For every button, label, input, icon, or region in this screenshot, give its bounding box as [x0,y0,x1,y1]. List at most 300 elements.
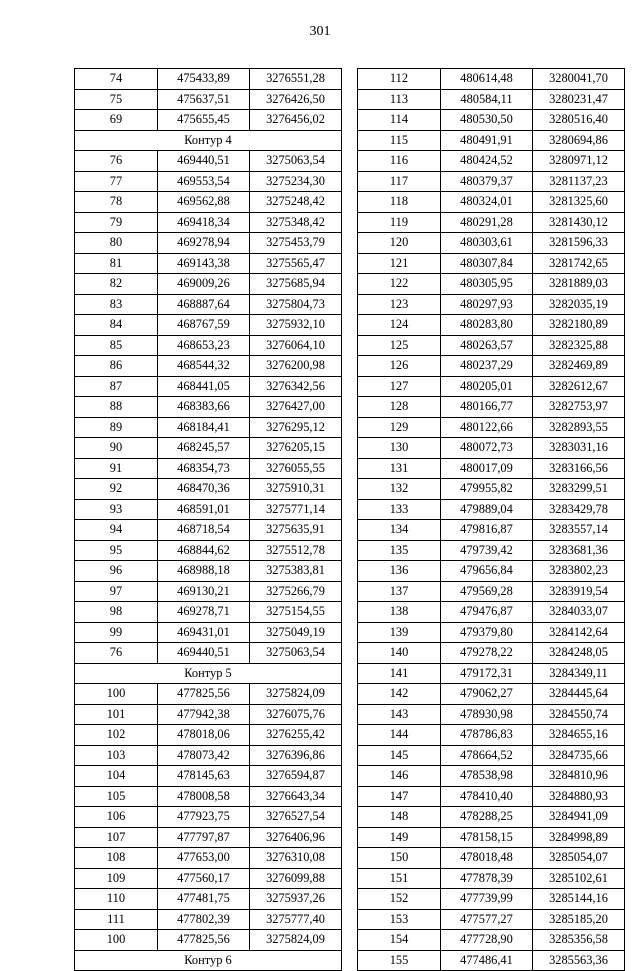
y-coordinate-cell: 3275512,78 [250,540,342,561]
x-coordinate-cell: 469440,51 [158,643,250,664]
point-number-cell: 131 [358,458,441,479]
point-number-cell: 151 [358,868,441,889]
x-coordinate-cell: 475433,89 [158,69,250,90]
table-row [75,274,342,295]
point-number-cell: 74 [75,69,158,90]
table-row [75,192,342,213]
table-row [358,89,625,110]
y-coordinate-cell: 3285563,36 [533,950,625,971]
table-row [75,827,342,848]
x-coordinate-cell: 469130,21 [158,581,250,602]
table-row [75,499,342,520]
y-coordinate-cell: 3275266,79 [250,581,342,602]
x-coordinate-cell: 477825,56 [158,684,250,705]
contour-header-row [75,130,342,151]
x-coordinate-cell: 478930,98 [441,704,533,725]
point-number-cell: 154 [358,930,441,951]
table-row [358,766,625,787]
x-coordinate-cell: 478538,98 [441,766,533,787]
point-number-cell: 100 [75,684,158,705]
y-coordinate-cell: 3285185,20 [533,909,625,930]
table-row [358,397,625,418]
point-number-cell: 101 [75,704,158,725]
point-number-cell: 109 [75,868,158,889]
x-coordinate-cell: 480303,61 [441,233,533,254]
table-row [75,807,342,828]
point-number-cell: 134 [358,520,441,541]
table-row [358,356,625,377]
point-number-cell: 119 [358,212,441,233]
x-coordinate-cell: 477825,56 [158,930,250,951]
table-row [75,561,342,582]
point-number-cell: 99 [75,622,158,643]
x-coordinate-cell: 477728,90 [441,930,533,951]
x-coordinate-cell: 477739,99 [441,889,533,910]
table-row [75,643,342,664]
x-coordinate-cell: 478018,48 [441,848,533,869]
y-coordinate-cell: 3275234,30 [250,171,342,192]
table-row [358,458,625,479]
x-coordinate-cell: 468184,41 [158,417,250,438]
table-row [75,868,342,889]
coordinates-table-left [74,68,342,971]
point-number-cell: 105 [75,786,158,807]
table-row [358,643,625,664]
table-row [358,807,625,828]
y-coordinate-cell: 3275049,19 [250,622,342,643]
table-row [75,397,342,418]
y-coordinate-cell: 3281325,60 [533,192,625,213]
point-number-cell: 90 [75,438,158,459]
table-row [75,622,342,643]
y-coordinate-cell: 3275635,91 [250,520,342,541]
y-coordinate-cell: 3281889,03 [533,274,625,295]
point-number-cell: 130 [358,438,441,459]
x-coordinate-cell: 480237,29 [441,356,533,377]
y-coordinate-cell: 3276075,76 [250,704,342,725]
x-coordinate-cell: 469418,34 [158,212,250,233]
x-coordinate-cell: 479569,28 [441,581,533,602]
y-coordinate-cell: 3276427,00 [250,397,342,418]
table-row [75,335,342,356]
table-row [358,909,625,930]
y-coordinate-cell: 3282753,97 [533,397,625,418]
x-coordinate-cell: 468767,59 [158,315,250,336]
table-row [75,725,342,746]
x-coordinate-cell: 469562,88 [158,192,250,213]
table-row [358,725,625,746]
table-row [75,294,342,315]
point-number-cell: 122 [358,274,441,295]
table-row [75,520,342,541]
x-coordinate-cell: 468470,36 [158,479,250,500]
y-coordinate-cell: 3280971,12 [533,151,625,172]
x-coordinate-cell: 479739,42 [441,540,533,561]
y-coordinate-cell: 3282612,67 [533,376,625,397]
y-coordinate-cell: 3275771,14 [250,499,342,520]
point-number-cell: 96 [75,561,158,582]
table-row [358,376,625,397]
point-number-cell: 113 [358,89,441,110]
point-number-cell: 76 [75,151,158,172]
point-number-cell: 94 [75,520,158,541]
x-coordinate-cell: 480263,57 [441,335,533,356]
table-row [358,192,625,213]
point-number-cell: 76 [75,643,158,664]
table-row [358,745,625,766]
x-coordinate-cell: 480324,01 [441,192,533,213]
y-coordinate-cell: 3275932,10 [250,315,342,336]
table-row [358,253,625,274]
point-number-cell: 97 [75,581,158,602]
y-coordinate-cell: 3284735,66 [533,745,625,766]
x-coordinate-cell: 478288,25 [441,807,533,828]
y-coordinate-cell: 3276406,96 [250,827,342,848]
y-coordinate-cell: 3284349,11 [533,663,625,684]
table-row [358,294,625,315]
table-row [358,602,625,623]
table-row [358,868,625,889]
table-row [75,89,342,110]
x-coordinate-cell: 477577,27 [441,909,533,930]
y-coordinate-cell: 3284998,89 [533,827,625,848]
x-coordinate-cell: 480072,73 [441,438,533,459]
y-coordinate-cell: 3275685,94 [250,274,342,295]
x-coordinate-cell: 478145,63 [158,766,250,787]
point-number-cell: 149 [358,827,441,848]
table-row [75,581,342,602]
point-number-cell: 140 [358,643,441,664]
y-coordinate-cell: 3275248,42 [250,192,342,213]
y-coordinate-cell: 3283299,51 [533,479,625,500]
table-row [358,417,625,438]
x-coordinate-cell: 480614,48 [441,69,533,90]
x-coordinate-cell: 468988,18 [158,561,250,582]
point-number-cell: 155 [358,950,441,971]
y-coordinate-cell: 3275154,55 [250,602,342,623]
x-coordinate-cell: 475637,51 [158,89,250,110]
x-coordinate-cell: 480122,66 [441,417,533,438]
point-number-cell: 92 [75,479,158,500]
table-row [75,69,342,90]
y-coordinate-cell: 3284142,64 [533,622,625,643]
y-coordinate-cell: 3284248,05 [533,643,625,664]
table-row [75,930,342,951]
x-coordinate-cell: 468354,73 [158,458,250,479]
x-coordinate-cell: 478018,06 [158,725,250,746]
table-row [75,479,342,500]
point-number-cell: 82 [75,274,158,295]
x-coordinate-cell: 469278,94 [158,233,250,254]
y-coordinate-cell: 3284880,93 [533,786,625,807]
table-row [75,602,342,623]
point-number-cell: 132 [358,479,441,500]
point-number-cell: 125 [358,335,441,356]
point-number-cell: 91 [75,458,158,479]
point-number-cell: 107 [75,827,158,848]
table-row [358,581,625,602]
point-number-cell: 129 [358,417,441,438]
x-coordinate-cell: 478008,58 [158,786,250,807]
point-number-cell: 117 [358,171,441,192]
table-row [358,212,625,233]
x-coordinate-cell: 469278,71 [158,602,250,623]
x-coordinate-cell: 479379,80 [441,622,533,643]
point-number-cell: 142 [358,684,441,705]
point-number-cell: 128 [358,397,441,418]
y-coordinate-cell: 3283031,16 [533,438,625,459]
x-coordinate-cell: 477560,17 [158,868,250,889]
y-coordinate-cell: 3282469,89 [533,356,625,377]
x-coordinate-cell: 479278,22 [441,643,533,664]
point-number-cell: 102 [75,725,158,746]
x-coordinate-cell: 468718,54 [158,520,250,541]
x-coordinate-cell: 480584,11 [441,89,533,110]
y-coordinate-cell: 3281742,65 [533,253,625,274]
y-coordinate-cell: 3282180,89 [533,315,625,336]
table-row [358,889,625,910]
y-coordinate-cell: 3281430,12 [533,212,625,233]
y-coordinate-cell: 3281596,33 [533,233,625,254]
table-row [358,130,625,151]
table-row [358,274,625,295]
y-coordinate-cell: 3280041,70 [533,69,625,90]
table-row [358,786,625,807]
point-number-cell: 108 [75,848,158,869]
table-row [75,376,342,397]
table-row [75,745,342,766]
x-coordinate-cell: 479656,84 [441,561,533,582]
y-coordinate-cell: 3276643,34 [250,786,342,807]
table-row [75,417,342,438]
table-row [75,458,342,479]
y-coordinate-cell: 3284655,16 [533,725,625,746]
table-row [358,930,625,951]
x-coordinate-cell: 479889,04 [441,499,533,520]
x-coordinate-cell: 477481,75 [158,889,250,910]
x-coordinate-cell: 477878,39 [441,868,533,889]
y-coordinate-cell: 3276342,56 [250,376,342,397]
y-coordinate-cell: 3275777,40 [250,909,342,930]
x-coordinate-cell: 478786,83 [441,725,533,746]
y-coordinate-cell: 3282893,55 [533,417,625,438]
y-coordinate-cell: 3285102,61 [533,868,625,889]
point-number-cell: 78 [75,192,158,213]
point-number-cell: 146 [358,766,441,787]
x-coordinate-cell: 479062,27 [441,684,533,705]
table-row [358,540,625,561]
table-row [358,663,625,684]
y-coordinate-cell: 3284033,07 [533,602,625,623]
point-number-cell: 111 [75,909,158,930]
x-coordinate-cell: 480017,09 [441,458,533,479]
x-coordinate-cell: 478158,15 [441,827,533,848]
x-coordinate-cell: 468653,23 [158,335,250,356]
x-coordinate-cell: 468591,01 [158,499,250,520]
x-coordinate-cell: 480305,95 [441,274,533,295]
point-number-cell: 116 [358,151,441,172]
x-coordinate-cell: 479816,87 [441,520,533,541]
table-row [358,704,625,725]
contour-header-row [75,663,342,684]
x-coordinate-cell: 477653,00 [158,848,250,869]
x-coordinate-cell: 475655,45 [158,110,250,131]
point-number-cell: 110 [75,889,158,910]
point-number-cell: 120 [358,233,441,254]
point-number-cell: 118 [358,192,441,213]
table-row [358,520,625,541]
x-coordinate-cell: 480205,01 [441,376,533,397]
x-coordinate-cell: 480379,37 [441,171,533,192]
point-number-cell: 147 [358,786,441,807]
y-coordinate-cell: 3285054,07 [533,848,625,869]
point-number-cell: 104 [75,766,158,787]
y-coordinate-cell: 3284445,64 [533,684,625,705]
y-coordinate-cell: 3276295,12 [250,417,342,438]
x-coordinate-cell: 469440,51 [158,151,250,172]
table-row [358,110,625,131]
point-number-cell: 86 [75,356,158,377]
x-coordinate-cell: 479172,31 [441,663,533,684]
point-number-cell: 106 [75,807,158,828]
point-number-cell: 127 [358,376,441,397]
point-number-cell: 121 [358,253,441,274]
x-coordinate-cell: 469431,01 [158,622,250,643]
point-number-cell: 77 [75,171,158,192]
x-coordinate-cell: 468441,05 [158,376,250,397]
table-row [75,315,342,336]
point-number-cell: 89 [75,417,158,438]
point-number-cell: 79 [75,212,158,233]
table-row [75,848,342,869]
y-coordinate-cell: 3283802,23 [533,561,625,582]
point-number-cell: 103 [75,745,158,766]
table-row [75,356,342,377]
x-coordinate-cell: 477942,38 [158,704,250,725]
y-coordinate-cell: 3276055,55 [250,458,342,479]
table-row [358,315,625,336]
y-coordinate-cell: 3276310,08 [250,848,342,869]
point-number-cell: 144 [358,725,441,746]
table-row [75,766,342,787]
point-number-cell: 138 [358,602,441,623]
y-coordinate-cell: 3276205,15 [250,438,342,459]
x-coordinate-cell: 480283,80 [441,315,533,336]
table-row [358,499,625,520]
y-coordinate-cell: 3275824,09 [250,930,342,951]
y-coordinate-cell: 3282325,88 [533,335,625,356]
y-coordinate-cell: 3284550,74 [533,704,625,725]
point-number-cell: 136 [358,561,441,582]
point-number-cell: 139 [358,622,441,643]
x-coordinate-cell: 469009,26 [158,274,250,295]
y-coordinate-cell: 3276255,42 [250,725,342,746]
x-coordinate-cell: 479476,87 [441,602,533,623]
x-coordinate-cell: 477797,87 [158,827,250,848]
y-coordinate-cell: 3283681,36 [533,540,625,561]
table-row [75,253,342,274]
point-number-cell: 148 [358,807,441,828]
point-number-cell: 112 [358,69,441,90]
point-number-cell: 100 [75,930,158,951]
x-coordinate-cell: 478073,42 [158,745,250,766]
table-row [75,110,342,131]
table-row [75,540,342,561]
table-row [358,438,625,459]
y-coordinate-cell: 3283919,54 [533,581,625,602]
table-row [75,151,342,172]
table-row [75,684,342,705]
point-number-cell: 153 [358,909,441,930]
y-coordinate-cell: 3276064,10 [250,335,342,356]
point-number-cell: 83 [75,294,158,315]
point-number-cell: 135 [358,540,441,561]
point-number-cell: 98 [75,602,158,623]
y-coordinate-cell: 3283166,56 [533,458,625,479]
y-coordinate-cell: 3275348,42 [250,212,342,233]
table-row [75,889,342,910]
point-number-cell: 75 [75,89,158,110]
x-coordinate-cell: 468383,66 [158,397,250,418]
point-number-cell: 137 [358,581,441,602]
x-coordinate-cell: 480297,93 [441,294,533,315]
y-coordinate-cell: 3280516,40 [533,110,625,131]
y-coordinate-cell: 3276527,54 [250,807,342,828]
contour-header-row [75,950,342,971]
point-number-cell: 81 [75,253,158,274]
y-coordinate-cell: 3275383,81 [250,561,342,582]
point-number-cell: 69 [75,110,158,131]
x-coordinate-cell: 480530,50 [441,110,533,131]
y-coordinate-cell: 3276456,02 [250,110,342,131]
table-row [358,561,625,582]
table-row [358,684,625,705]
table-row [75,171,342,192]
y-coordinate-cell: 3276426,50 [250,89,342,110]
x-coordinate-cell: 477923,75 [158,807,250,828]
contour-label: Контур 4 [75,130,342,151]
table-row [75,233,342,254]
table-row [75,786,342,807]
y-coordinate-cell: 3276594,87 [250,766,342,787]
x-coordinate-cell: 469143,38 [158,253,250,274]
point-number-cell: 93 [75,499,158,520]
contour-label: Контур 6 [75,950,342,971]
point-number-cell: 87 [75,376,158,397]
point-number-cell: 152 [358,889,441,910]
y-coordinate-cell: 3285356,58 [533,930,625,951]
point-number-cell: 123 [358,294,441,315]
page-number: 301 [309,24,331,39]
y-coordinate-cell: 3285144,16 [533,889,625,910]
contour-label: Контур 5 [75,663,342,684]
table-row [75,909,342,930]
point-number-cell: 145 [358,745,441,766]
x-coordinate-cell: 478410,40 [441,786,533,807]
point-number-cell: 141 [358,663,441,684]
x-coordinate-cell: 477486,41 [441,950,533,971]
x-coordinate-cell: 477802,39 [158,909,250,930]
x-coordinate-cell: 469553,54 [158,171,250,192]
y-coordinate-cell: 3275453,79 [250,233,342,254]
point-number-cell: 143 [358,704,441,725]
point-number-cell: 80 [75,233,158,254]
x-coordinate-cell: 468245,57 [158,438,250,459]
coordinates-table-right [357,68,625,971]
y-coordinate-cell: 3276396,86 [250,745,342,766]
x-coordinate-cell: 468844,62 [158,540,250,561]
point-number-cell: 95 [75,540,158,561]
